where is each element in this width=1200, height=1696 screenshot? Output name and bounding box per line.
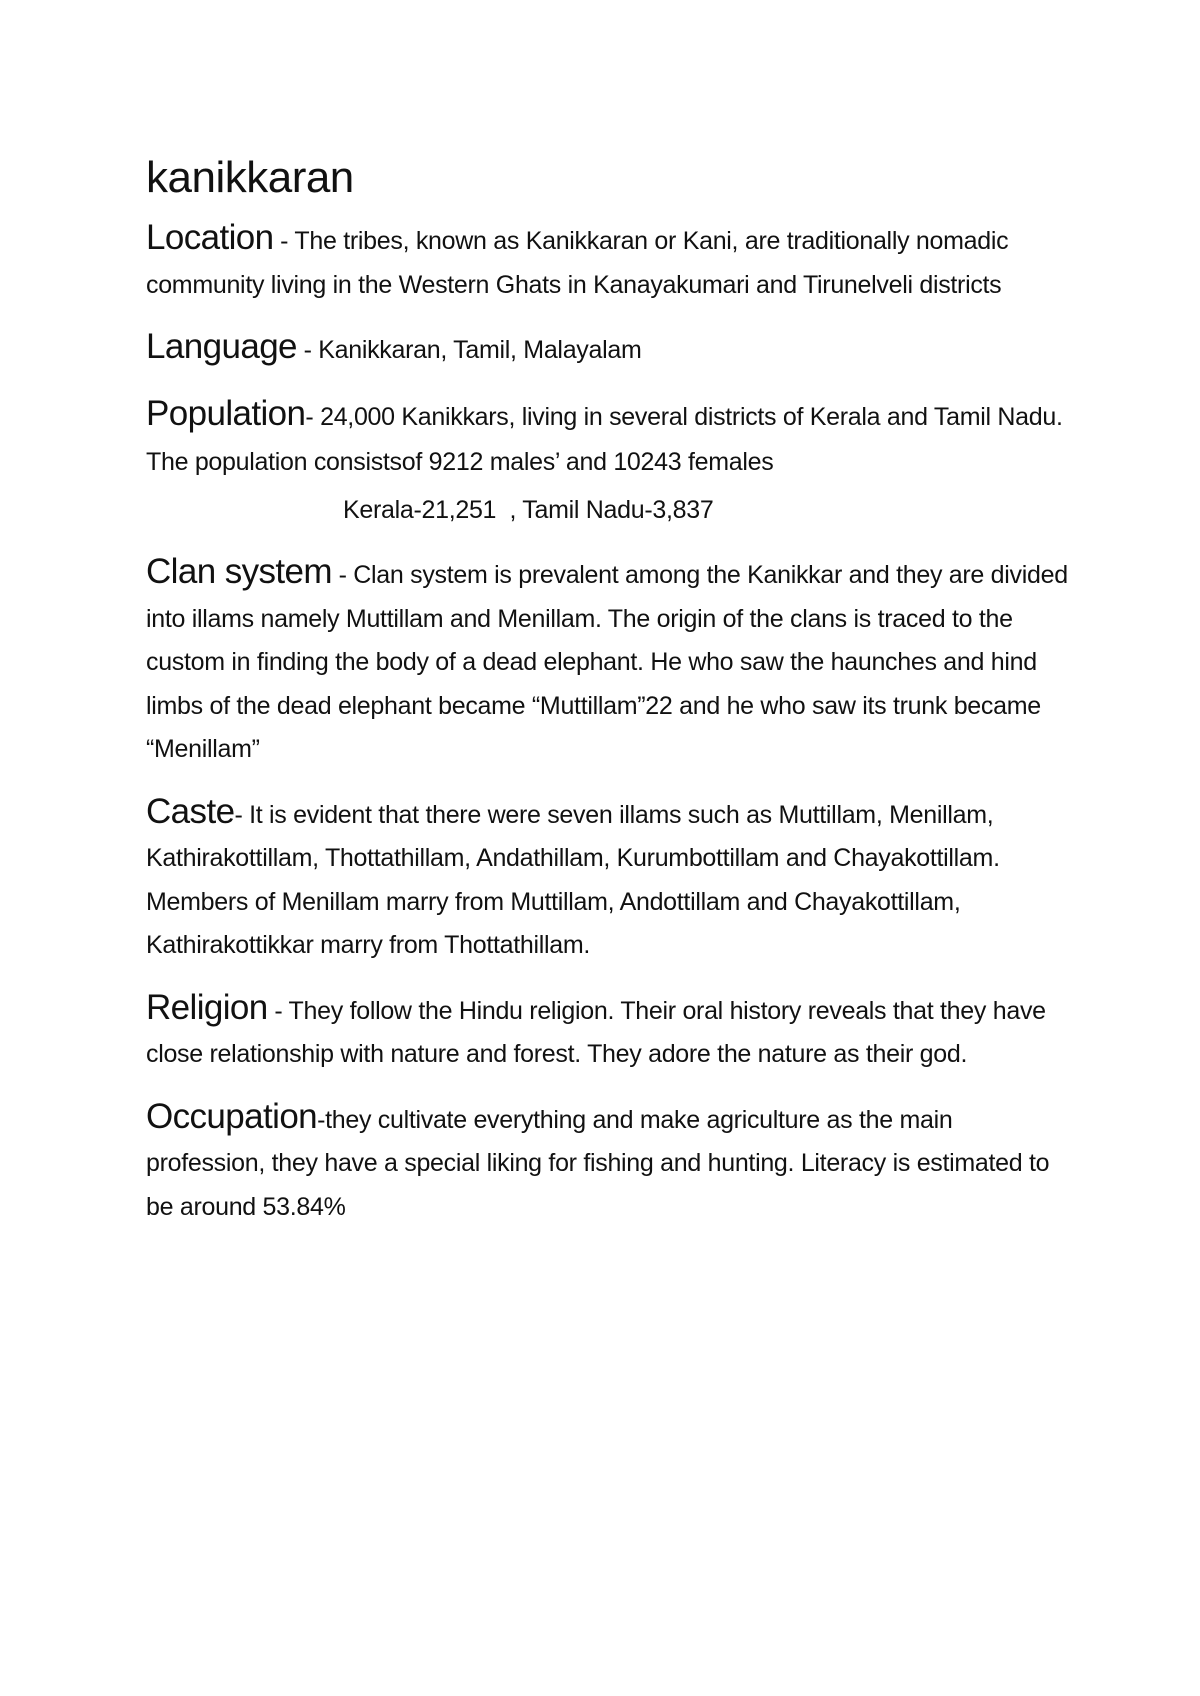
section-heading: Population — [146, 393, 306, 433]
section-text: Kanikkaran, Tamil, Malayalam — [318, 336, 642, 364]
section-separator: - — [331, 561, 354, 589]
section-separator: - — [267, 996, 289, 1025]
document-page — [146, 150, 1076, 1247]
document-title: kanikkaran — [146, 153, 354, 202]
section-text: The tribes, known as Kanikkaran or Kani, are traditionally nomadic community living in the Western Ghats in Kanayakumari and Tirunelveli districts — [146, 227, 1009, 299]
section-religion — [146, 986, 1076, 1077]
section-text: 24,000 Kanikkars, living in several districts of Kerala and Tamil Nadu. The population consistsof 9212 males’ and 10243 females — [146, 402, 1063, 476]
section-heading: Caste — [146, 791, 235, 831]
section-separator: - — [234, 800, 250, 829]
section-separator: - — [305, 402, 321, 431]
section-language — [146, 325, 1076, 373]
section-heading: Language — [146, 327, 297, 366]
section-separator: - — [273, 227, 295, 255]
section-location — [146, 216, 1076, 307]
section-text: they cultivate everything and make agriculture as the main profession, they have a special liking for fishing and hunting. Literacy is estimated to be around 53.84% — [146, 1105, 1050, 1221]
section-heading: Location — [146, 218, 274, 257]
section-population — [146, 391, 1076, 485]
section-occupation — [146, 1095, 1076, 1230]
section-text: Clan system is prevalent among the Kanikkar and they are divided into illams namely Muttillam and Menillam. The origin of the clans is traced to the custom in finding the body of a dead elephant. He who saw the haunches and hind limbs of the dead elephant became “Muttillam”22 and he who saw its trunk became “Menillam” — [146, 561, 1068, 763]
section-caste — [146, 790, 1076, 968]
section-separator: - — [296, 336, 319, 364]
section-text: They follow the Hindu religion. Their oral history reveals that they have close relationship with nature and forest. They adore the nature as their god. — [146, 996, 1046, 1068]
section-text: It is evident that there were seven illams such as Muttillam, Menillam, Kathirakottillam, Thottathillam, Andathillam, Kurumbottillam and Chayakottillam. Members of Menillam marry from Muttillam, Andottillam and Chayakottillam, Kathirakottikkar marry from Thottathillam. — [146, 800, 1000, 959]
section-heading: Religion — [146, 987, 268, 1027]
section-heading: Clan system — [146, 552, 332, 591]
population-breakdown: Kerala-21,251 , Tamil Nadu-3,837 — [343, 495, 714, 524]
section-heading: Occupation — [146, 1096, 318, 1136]
section-clan-system — [146, 550, 1076, 772]
section-separator: - — [317, 1105, 326, 1134]
